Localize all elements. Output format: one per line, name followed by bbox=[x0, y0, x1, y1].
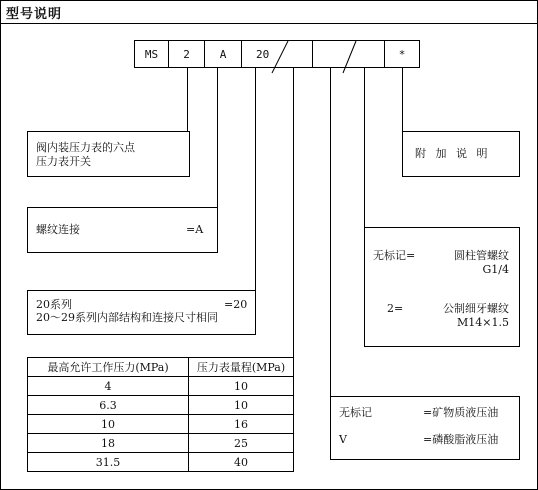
fluid-row2-value: =磷酸脂液压油 bbox=[423, 433, 499, 446]
table-row bbox=[28, 377, 294, 396]
table-row bbox=[28, 453, 294, 472]
series-note: 20～29系列内部结构和连接尺寸相同 bbox=[36, 311, 218, 324]
gauge-option-box bbox=[27, 131, 190, 177]
table-cell: 6.3 bbox=[28, 396, 189, 415]
table-cell: 10 bbox=[189, 396, 294, 415]
fluid-row1-label: 无标记 bbox=[339, 406, 372, 419]
gauge-text-line1: 阀内装压力表的六点 bbox=[36, 141, 135, 154]
port-unmarked-type: 圆柱管螺纹 bbox=[454, 249, 509, 262]
fluid-row2-label: V bbox=[339, 433, 347, 446]
table-header-row bbox=[28, 358, 294, 377]
port-code2-type: 公制细牙螺纹 bbox=[443, 302, 509, 315]
port-unmarked-label: 无标记= bbox=[373, 249, 416, 262]
gauge-text-line2: 压力表开关 bbox=[36, 155, 91, 168]
slash-mark-2 bbox=[343, 41, 356, 73]
code-cell-extra: * bbox=[384, 40, 420, 68]
table-row bbox=[28, 396, 294, 415]
code-cell-series-number: 20 bbox=[241, 40, 313, 68]
table-cell: 10 bbox=[189, 377, 294, 396]
series-code: =20 bbox=[224, 298, 248, 311]
slash-mark-1 bbox=[272, 41, 288, 73]
table-cell: 18 bbox=[28, 434, 189, 453]
fluid-type-box bbox=[330, 396, 520, 460]
thread-connection-box bbox=[27, 207, 218, 253]
port-thread-box bbox=[364, 227, 520, 347]
fluid-row1-value: =矿物质液压油 bbox=[423, 406, 499, 419]
series-box bbox=[27, 290, 256, 335]
table-cell: 10 bbox=[28, 415, 189, 434]
table-cell: 40 bbox=[189, 453, 294, 472]
port-code2-label: 2= bbox=[387, 302, 404, 315]
port-code2-spec: M14×1.5 bbox=[457, 316, 509, 329]
series-label: 20系列 bbox=[36, 298, 72, 311]
table-cell: 25 bbox=[189, 434, 294, 453]
table-row bbox=[28, 415, 294, 434]
code-cell-connection: A bbox=[204, 40, 242, 68]
extra-notes-box bbox=[402, 131, 520, 177]
table-cell: 4 bbox=[28, 377, 189, 396]
table-cell: 31.5 bbox=[28, 453, 189, 472]
code-cell-gauge-points: 2 bbox=[168, 40, 205, 68]
thread-label: 螺纹连接 bbox=[36, 223, 80, 236]
port-unmarked-spec: G1/4 bbox=[482, 263, 509, 276]
extra-notes-label: 附 加 说 明 bbox=[415, 147, 488, 160]
table-row bbox=[28, 434, 294, 453]
thread-code: =A bbox=[186, 223, 204, 236]
code-cell-series-prefix: MS bbox=[134, 40, 169, 68]
column-header: 压力表量程(MPa) bbox=[189, 358, 294, 377]
column-header: 最高允许工作压力(MPa) bbox=[28, 358, 189, 377]
table-cell: 16 bbox=[189, 415, 294, 434]
page-title: 型号说明 bbox=[6, 7, 63, 22]
pressure-table bbox=[27, 357, 294, 472]
